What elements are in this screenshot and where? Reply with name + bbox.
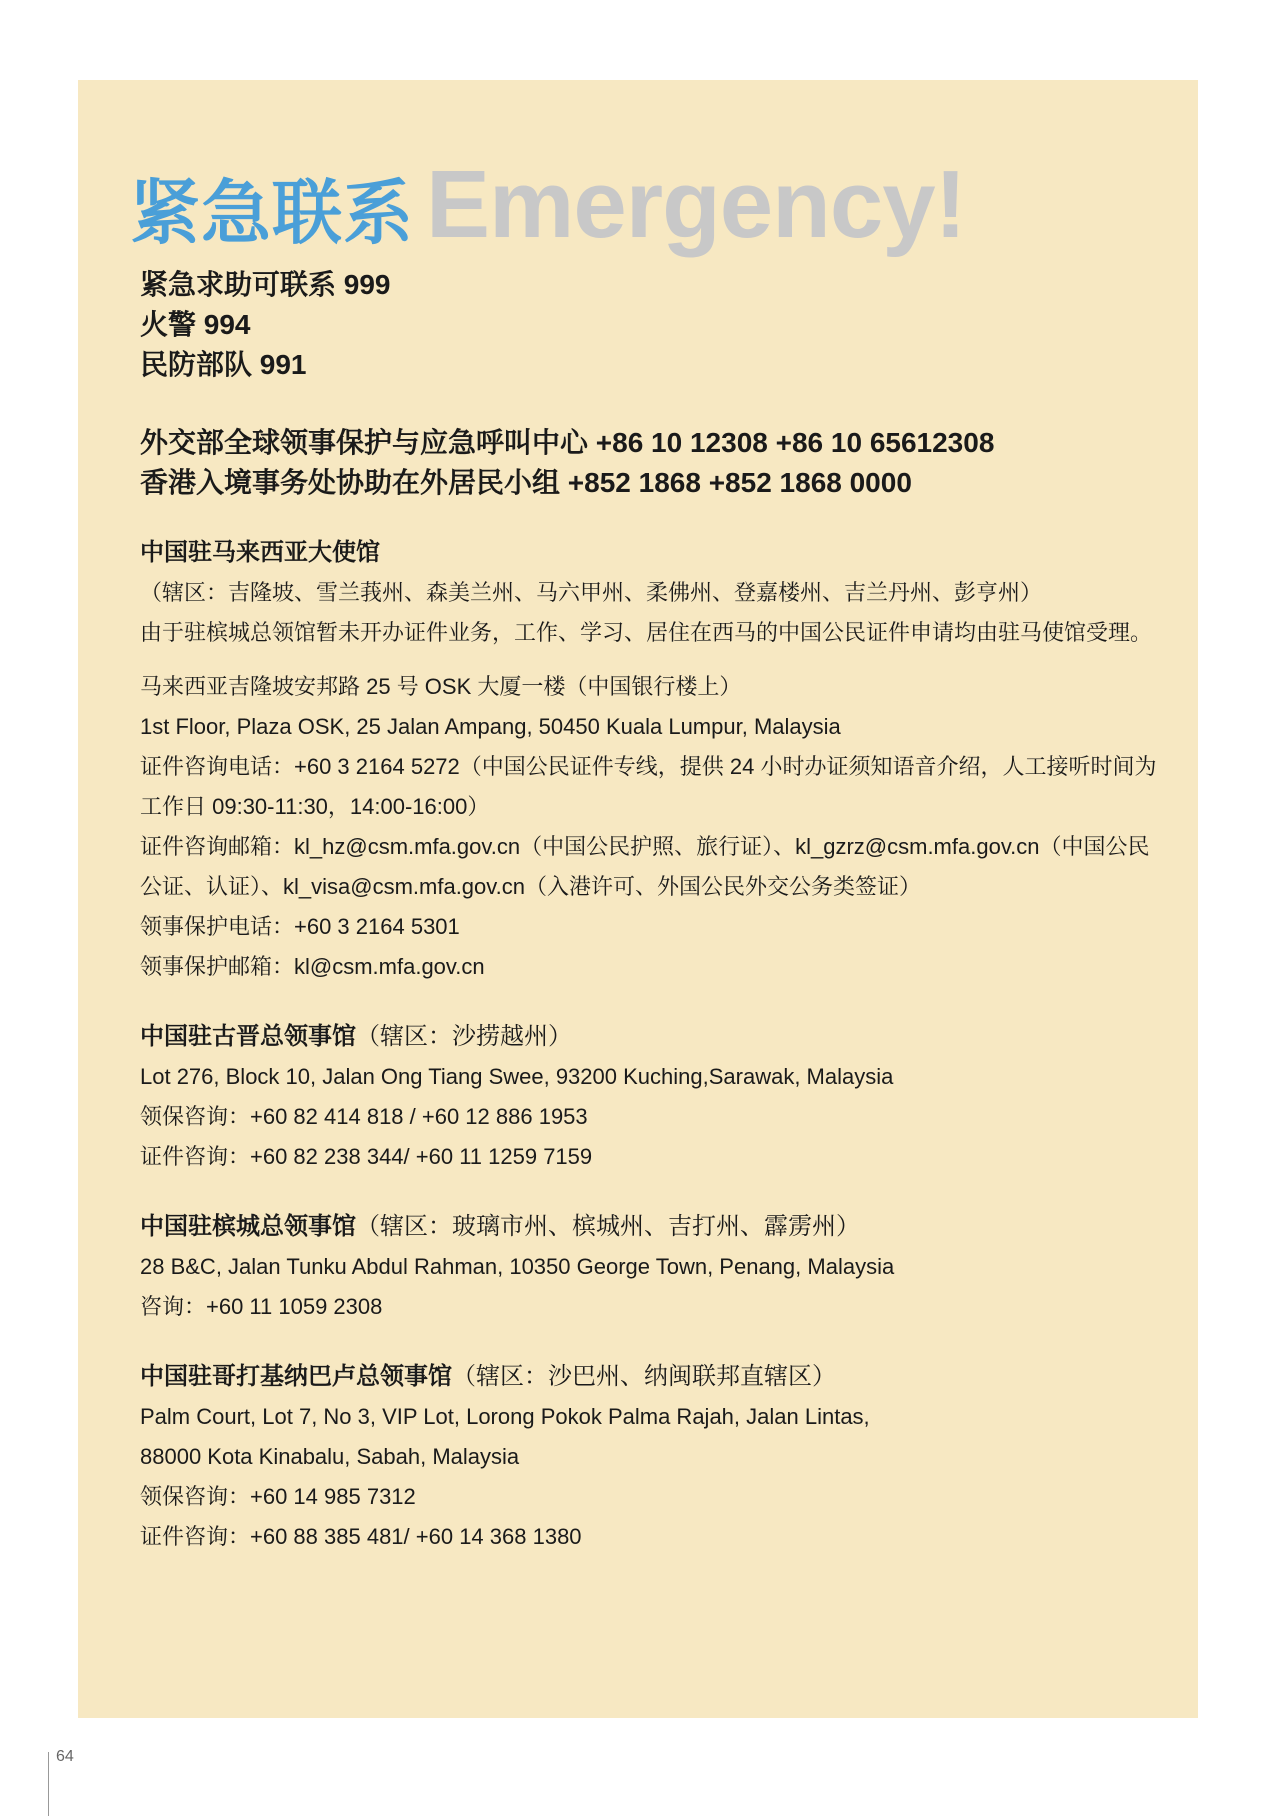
kk-address-line-2: 88000 Kota Kinabalu, Sabah, Malaysia [140,1444,520,1469]
kk-name: 中国驻哥打基纳巴卢总领事馆 [140,1363,452,1390]
hotline-emergency: 紧急求助可联系 999 [140,269,391,300]
kk-address-line-1: Palm Court, Lot 7, No 3, VIP Lot, Lorong Pokok Palma Rajah, Jalan Lintas, [140,1404,870,1429]
kk-protect: 领保咨询：+60 14 985 7312 [140,1484,416,1509]
embassy-section [140,533,1160,987]
page-title [130,150,966,260]
page-number: 64 [56,1748,74,1765]
kk-jurisdiction: （辖区：沙巴州、纳闽联邦直辖区） [452,1363,836,1390]
penang-name: 中国驻槟城总领事馆 [140,1213,356,1240]
kuching-jurisdiction: （辖区：沙捞越州） [356,1023,572,1050]
kuching-docs: 证件咨询：+60 82 238 344/ +60 11 1259 7159 [140,1144,593,1169]
kuching-protect: 领保咨询：+60 82 414 818 / +60 12 886 1953 [140,1104,588,1129]
title-english: Emergency! [426,151,966,258]
kk-heading [140,1357,1160,1397]
penang-address: 28 B&C, Jalan Tunku Abdul Rahman, 10350 George Town, Penang, Malaysia [140,1254,895,1279]
penang-heading [140,1207,1160,1247]
hotline-fire: 火警 994 [140,309,251,340]
kuching-address: Lot 276, Block 10, Jalan Ong Tiang Swee, 93200 Kuching,Sarawak, Malaysia [140,1064,894,1089]
penang-section [140,1207,1160,1327]
content [140,265,1160,1557]
embassy-doc-email: 证件咨询邮箱：kl_hz@csm.mfa.gov.cn（中国公民护照、旅行证）、kl_gzrz@csm.mfa.gov.cn（中国公民公证、认证）、kl_visa@csm.mfa.gov.cn（入港许可、外国公民外交公务类签证） [140,834,1150,899]
kk-docs: 证件咨询：+60 88 385 481/ +60 14 368 1380 [140,1524,582,1549]
penang-jurisdiction: （辖区：玻璃市州、槟城州、吉打州、霹雳州） [356,1213,860,1240]
embassy-protect-phone: 领事保护电话：+60 3 2164 5301 [140,914,460,939]
embassy-doc-phone: 证件咨询电话：+60 3 2164 5272（中国公民证件专线，提供 24 小时办证须知语音介绍，人工接听时间为工作日 09:30-11:30，14:00-16:00） [140,754,1157,819]
embassy-address-cn: 马来西亚吉隆坡安邦路 25 号 OSK 大厦一楼（中国银行楼上） [140,674,742,699]
page-number-rule [48,1752,49,1816]
embassy-name: 中国驻马来西亚大使馆 [140,539,380,566]
embassy-protect-email: 领事保护邮箱：kl@csm.mfa.gov.cn [140,954,485,979]
embassy-note: 由于驻槟城总领馆暂未开办证件业务，工作、学习、居住在西马的中国公民证件申请均由驻马使馆受理。 [140,620,1153,645]
hotline-civil-defence: 民防部队 991 [140,349,307,380]
penang-contact: 咨询：+60 11 1059 2308 [140,1294,383,1319]
embassy-address-en: 1st Floor, Plaza OSK, 25 Jalan Ampang, 50450 Kuala Lumpur, Malaysia [140,714,841,739]
kk-section [140,1357,1160,1557]
title-chinese: 紧急联系 [130,172,414,254]
kuching-section [140,1017,1160,1177]
kuching-heading [140,1017,1160,1057]
embassy-jurisdiction: （辖区：吉隆坡、雪兰莪州、森美兰州、马六甲州、柔佛州、登嘉楼州、吉兰丹州、彭亨州） [140,580,1043,605]
kuching-name: 中国驻古晋总领事馆 [140,1023,356,1050]
center-mfa: 外交部全球领事保护与应急呼叫中心 +86 10 12308 +86 10 65612308 [140,427,995,458]
center-hk-immigration: 香港入境事务处协助在外居民小组 +852 1868 +852 1868 0000 [140,467,912,498]
